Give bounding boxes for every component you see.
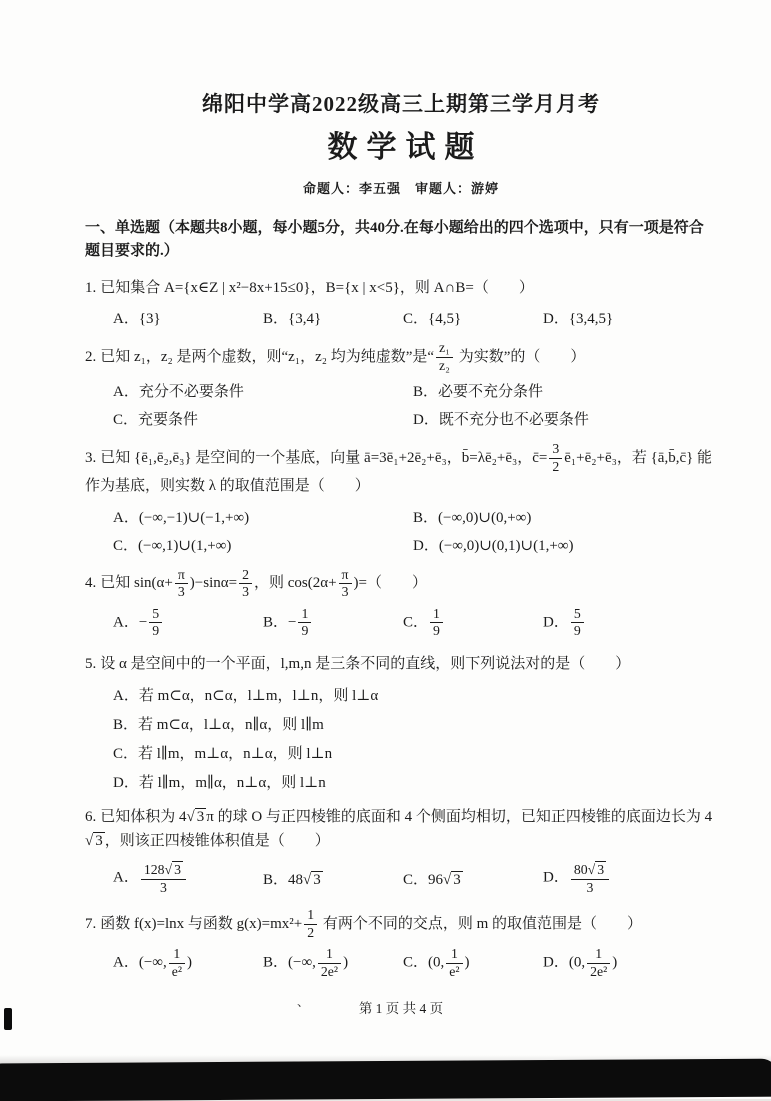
page-content bbox=[85, 88, 717, 1017]
question-4-options bbox=[113, 607, 717, 639]
exam-title: 绵阳中学高2022级高三上期第三学月月考 bbox=[202, 92, 600, 116]
question-1-option-c: C．{4,5} bbox=[403, 311, 462, 328]
question-5-stem bbox=[85, 652, 717, 677]
question-3-options bbox=[113, 506, 717, 555]
question-3-number: 3. bbox=[85, 449, 97, 466]
question-2-option-b: B．必要不充分条件 bbox=[413, 384, 544, 401]
question-7-stem bbox=[85, 908, 717, 940]
question-4-text: 已知 sin(α+ $\frac{\pi}{3}$ )−sinα= $\frac{2}{3}$ ，则 cos(2α+ $\frac{\pi}{3}$ )=（ ） bbox=[100, 566, 427, 600]
question-2-option-d: D．既不充分也不必要条件 bbox=[413, 412, 589, 429]
question-5-option-c: C．若 l∥m，m⊥α，n⊥α，则 l⊥n bbox=[113, 745, 333, 762]
question-3 bbox=[85, 442, 717, 555]
question-7-option-b: B．(−∞, $\frac{1}{\text{2e²}}$ ) bbox=[263, 946, 349, 979]
question-2-option-a: A．充分不必要条件 bbox=[113, 384, 244, 401]
scan-artifact-bottom bbox=[0, 1059, 771, 1101]
question-5-option-a: A．若 m⊂α，n⊂α，l⊥m，l⊥n，则 l⊥α bbox=[113, 687, 379, 704]
question-1-option-b: B．{3,4} bbox=[263, 311, 322, 328]
question-4-number: 4. bbox=[85, 575, 97, 592]
question-4 bbox=[85, 568, 717, 639]
question-1 bbox=[85, 276, 717, 329]
section-instructions: 一、单选题（本题共8小题，每小题5分，共40分.在每小题给出的四个选项中，只有一项是符合题目要求的.） bbox=[85, 220, 704, 260]
question-5-number: 5. bbox=[85, 655, 97, 672]
question-6-text: 已知体积为 4√ 3 π 的球 O 与正四棱锥的底面和 4 个侧面均相切，已知正四棱锥的底面边长为 4√ 3 ，则该正四棱锥体积值是（ ） bbox=[85, 808, 713, 850]
question-6-options bbox=[113, 861, 717, 895]
question-2-options bbox=[113, 380, 717, 429]
question-3-stem bbox=[85, 442, 717, 499]
question-3-option-a: A．(−∞,−1)∪(−1,+∞) bbox=[113, 509, 250, 526]
question-6-option-c: C．96√ 3 bbox=[403, 871, 461, 888]
question-2-text: 已知 z₁，z₂ 是两个虚数，则“z₁，z₂ 均为纯虚数”是“ $\frac{\text{z₁}}{\text{z₂}}$ 为实数”的（ ） bbox=[100, 340, 586, 373]
question-7-options bbox=[113, 947, 717, 979]
question-7-number: 7. bbox=[85, 915, 97, 932]
question-1-option-a: A．{3} bbox=[113, 311, 161, 328]
page-footer bbox=[85, 997, 717, 1017]
scan-artifact-left bbox=[4, 1008, 12, 1030]
question-5-option-d: D．若 l∥m，m∥α，n⊥α，则 l⊥n bbox=[113, 774, 326, 791]
question-6-option-a: A． $\frac{128√ 3}{3}$ bbox=[113, 861, 263, 895]
question-6-number: 6. bbox=[85, 808, 97, 825]
question-5-option-b: B．若 m⊂α，l⊥α，n∥α，则 l∥m bbox=[113, 716, 324, 733]
question-4-option-d: D． $\frac{5}{9}$ bbox=[543, 607, 717, 639]
question-7-text: 函数 f(x)=lnx 与函数 g(x)=mx²+ $\frac{1}{2}$ 有两个不同的交点，则 m 的取值范围是（ ） bbox=[100, 907, 643, 940]
question-2-number: 2. bbox=[85, 348, 97, 365]
exam-subject-title: 数学试题 bbox=[327, 131, 484, 164]
question-6-option-d: D． $\frac{80√ 3}{3}$ bbox=[543, 861, 717, 895]
question-5-options bbox=[113, 684, 717, 792]
question-1-option-d: D．{3,4,5} bbox=[543, 311, 614, 328]
question-1-stem bbox=[85, 276, 717, 301]
page-number-text: 第 1 页 共 4 页 bbox=[358, 1001, 444, 1017]
question-4-option-b: B．− $\frac{1}{9}$ bbox=[263, 607, 403, 639]
question-5-text: 设 α 是空间中的一个平面，l,m,n 是三条不同的直线，则下列说法对的是（ ） bbox=[100, 655, 631, 672]
question-7-option-a: A．(−∞, $\frac{1}{\text{e²}}$ ) bbox=[113, 946, 192, 979]
question-1-text: 已知集合 A={x∈Z | x²−8x+15≤0}，B={x | x<5}，则 A∩B=（ ） bbox=[100, 279, 534, 296]
question-7-option-c: C．(0, $\frac{1}{\text{e²}}$ ) bbox=[403, 946, 470, 979]
exam-authors-line: 命题人：李五强 审题人：游婷 bbox=[302, 181, 499, 196]
question-4-stem bbox=[85, 568, 717, 600]
stray-scan-mark: 、 bbox=[297, 995, 310, 1010]
question-6-option-b: B．48√ 3 bbox=[263, 871, 321, 888]
question-6-stem bbox=[85, 805, 717, 855]
question-3-option-c: C．(−∞,1)∪(1,+∞) bbox=[113, 537, 232, 554]
question-3-option-b: B．(−∞,0)∪(0,+∞) bbox=[413, 509, 532, 526]
question-4-option-c: C． $\frac{1}{9}$ bbox=[403, 607, 543, 639]
question-7 bbox=[85, 908, 717, 979]
question-7-option-d: D．(0, $\frac{1}{\text{2e²}}$ ) bbox=[543, 946, 618, 979]
question-4-option-a: A．− $\frac{5}{9}$ bbox=[113, 607, 263, 639]
question-2 bbox=[85, 341, 717, 429]
question-1-options bbox=[113, 307, 717, 328]
question-3-option-d: D．(−∞,0)∪(0,1)∪(1,+∞) bbox=[413, 537, 574, 554]
question-1-number: 1. bbox=[85, 279, 97, 296]
question-5 bbox=[85, 652, 717, 792]
question-2-option-c: C．充要条件 bbox=[113, 412, 199, 429]
question-6 bbox=[85, 805, 717, 896]
question-2-stem bbox=[85, 341, 717, 373]
question-3-text: 已知 {ē₁,ē₂,ē₃} 是空间的一个基底，向量 ā=3ē₁+2ē₂+ē₃，b̄=λē₂+ē₃，c̄= $\frac{3}{2}$ ē₁+ē₂+ē₃，若 {ā,b̄,c̄} 能作为基底，则实数 λ 的取值范围是（ ） bbox=[85, 441, 713, 495]
